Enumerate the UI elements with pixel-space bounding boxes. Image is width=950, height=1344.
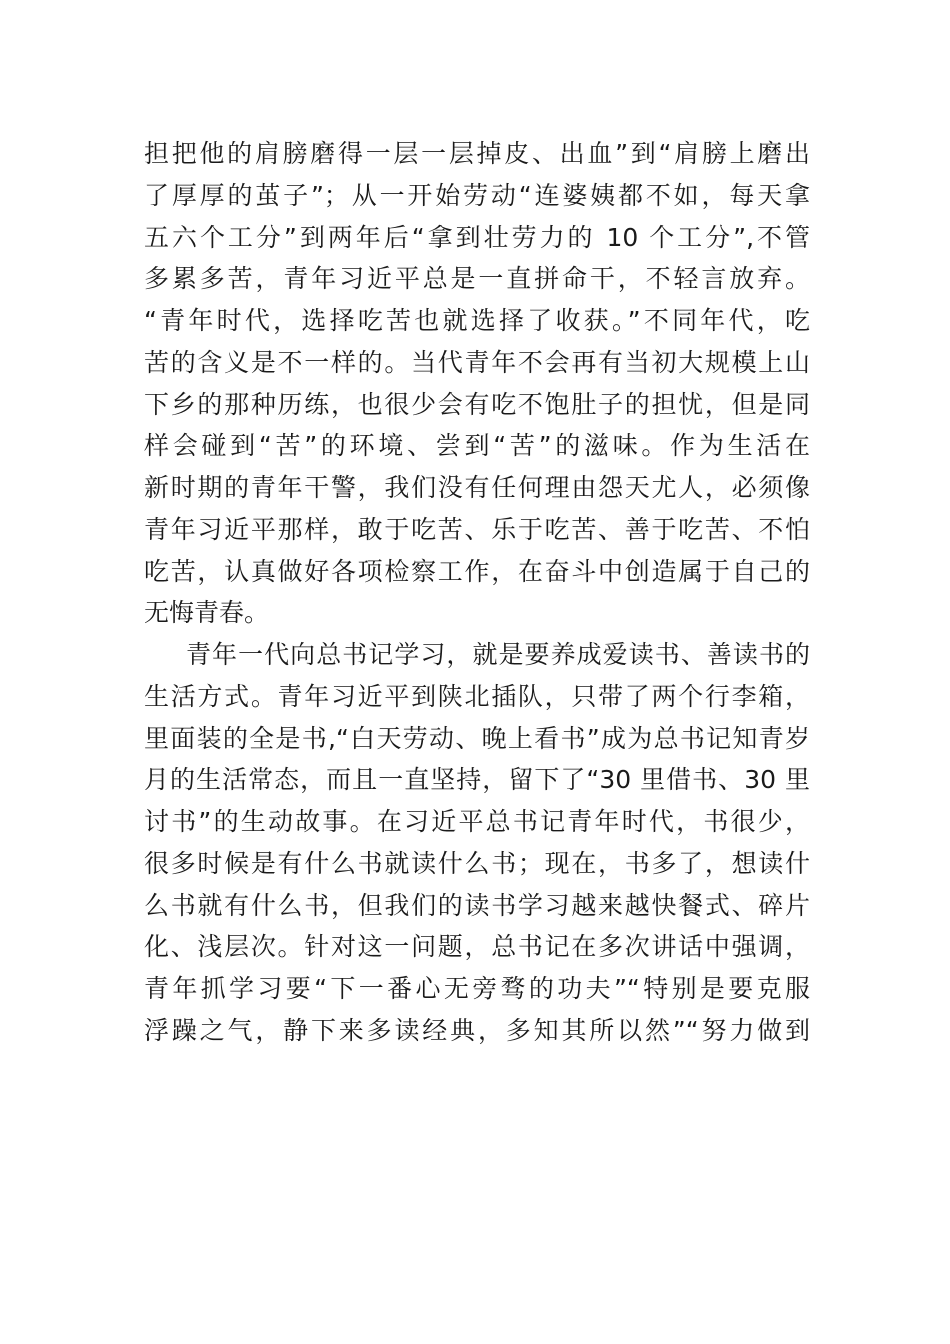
text-line: 多累多苦，青年习近平总是一直拼命干，不轻言放弃。 [144,264,810,294]
text-line: 样会碰到“苦”的环境、尝到“苦”的滋味。作为生活在 [144,431,810,461]
text-line: 讨书”的生动故事。在习近平总书记青年时代，书很少， [144,807,810,836]
text-line: 浮躁之气，静下来多读经典，多知其所以然”“努力做到 [144,1015,810,1045]
text-line: 吃苦，认真做好各项检察工作，在奋斗中创造属于自己的 [144,556,810,586]
text-line: 很多时候是有什么书就读什么书；现在，书多了，想读什 [144,848,810,878]
text-line: 么书就有什么书，但我们的读书学习越来越快餐式、碎片 [144,890,810,920]
text-line: 担把他的肩膀磨得一层一层掉皮、出血”到“肩膀上磨出 [144,139,810,168]
text-line: 月的生活常态，而且一直坚持，留下了“30 里借书、30 里 [144,765,810,795]
text-line: 生活方式。青年习近平到陕北插队，只带了两个行李箱， [144,681,810,711]
text-line: 五六个工分”到两年后“拿到壮劳力的 10 个工分”,不管 [144,222,810,252]
text-line: 青年习近平那样，敢于吃苦、乐于吃苦、善于吃苦、不怕 [144,514,810,544]
text-line: 无悔青春。 [144,598,270,628]
text-line: 下乡的那种历练，也很少会有吃不饱肚子的担忧，但是同 [144,389,810,419]
text-line: 青年一代向总书记学习，就是要养成爱读书、善读书的 [186,640,810,669]
text-line: 青年抓学习要“下一番心无旁骛的功夫”“特别是要克服 [144,974,810,1003]
text-line: 苦的含义是不一样的。当代青年不会再有当初大规模上山 [144,347,810,377]
text-line: 新时期的青年干警，我们没有任何理由怨天尤人，必须像 [144,473,810,502]
text-line: 了厚厚的茧子”；从一开始劳动“连婆姨都不如，每天拿 [144,180,810,210]
text-line: “青年时代，选择吃苦也就选择了收获。”不同年代，吃 [144,306,810,335]
text-line: 里面装的全是书,“白天劳动、晚上看书”成为总书记知青岁 [144,723,810,753]
text-line: 化、浅层次。针对这一问题，总书记在多次讲话中强调， [144,932,810,962]
